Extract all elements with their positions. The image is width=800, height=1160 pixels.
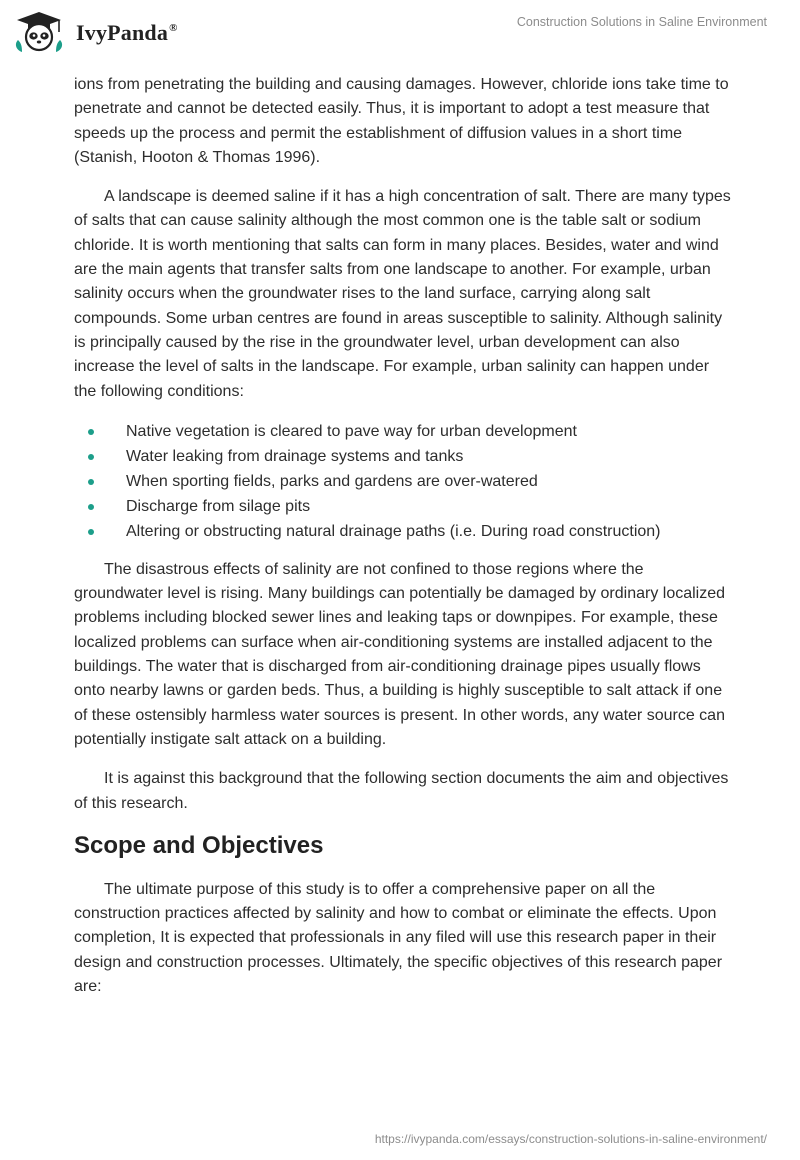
panda-logo-icon	[14, 10, 64, 54]
list-item: Native vegetation is cleared to pave way for urban development	[74, 419, 734, 444]
list-item: Water leaking from drainage systems and tanks	[74, 444, 734, 469]
list-item: Discharge from silage pits	[74, 494, 734, 519]
paragraph: The ultimate purpose of this study is to offer a comprehensive paper on all the construction practices affected by salinity and how to combat or eliminate the effects. Upon completion, It is expected that professionals in any filed will use this research paper in their design and construction processes. Ultimately, the specific objectives of this research paper are:	[74, 880, 723, 996]
list-item: Altering or obstructing natural drainage paths (i.e. During road construction)	[74, 519, 734, 544]
brand-name: IvyPanda®	[76, 20, 178, 45]
bullet-icon	[88, 429, 94, 435]
paragraph: The disastrous effects of salinity are not confined to those regions where the groundwater level is rising. Many buildings can potentially be damaged by ordinary localized problems including blocked sewer lines and leaking taps or downpipes. For example, these localized problems can surface when air-conditioning systems are installed adjacent to the buildings. The water that is discharged from air-conditioning drainage pipes usually flows onto nearby lawns or garden beds. Thus, a building is highly susceptible to salt attack if one of these ostensibly harmless water sources is present. In other words, any water source can potentially instigate salt attack on a building.	[74, 560, 726, 748]
paragraph: A landscape is deemed saline if it has a high concentration of salt. There are many types of salts that can cause salinity although the most common one is the table salt or sodium chloride. It is worth mentioning that salts can form in many places. Besides, water and wind are the main agents that transfer salts from one landscape to another. For example, urban salinity occurs when the groundwater rises to the land surface, carrying along salt compounds. Some urban centres are found in areas susceptible to salinity. Although salinity is principally caused by the rise in the groundwater level, urban development can also increase the level of salts in the landscape. For example, urban salinity can happen under the following conditions:	[74, 188, 731, 400]
bullet-icon	[88, 454, 94, 460]
bullet-icon	[88, 504, 94, 510]
section-heading: Scope and Objectives	[74, 831, 324, 859]
source-url[interactable]: https://ivypanda.com/essays/construction-solutions-in-saline-environment/	[374, 1132, 767, 1146]
brand-logo[interactable]	[14, 10, 189, 54]
list-item: When sporting fields, parks and gardens are over-watered	[74, 469, 734, 494]
bullet-icon	[88, 479, 94, 485]
paragraph: ions from penetrating the building and causing damages. However, chloride ions take time to penetrate and cannot be detected easily. Thus, it is important to adopt a test measure that speeds up the process and permit the establishment of diffusion values in a short time (Stanish, Hooton & Thomas 1996).	[74, 76, 729, 166]
paragraph: It is against this background that the following section documents the aim and objectives of this research.	[74, 770, 729, 812]
article-body	[74, 73, 734, 1014]
bullet-icon	[88, 529, 94, 535]
conditions-list	[74, 419, 734, 544]
page-header	[0, 0, 800, 62]
running-title: Construction Solutions in Saline Environment	[516, 15, 767, 29]
